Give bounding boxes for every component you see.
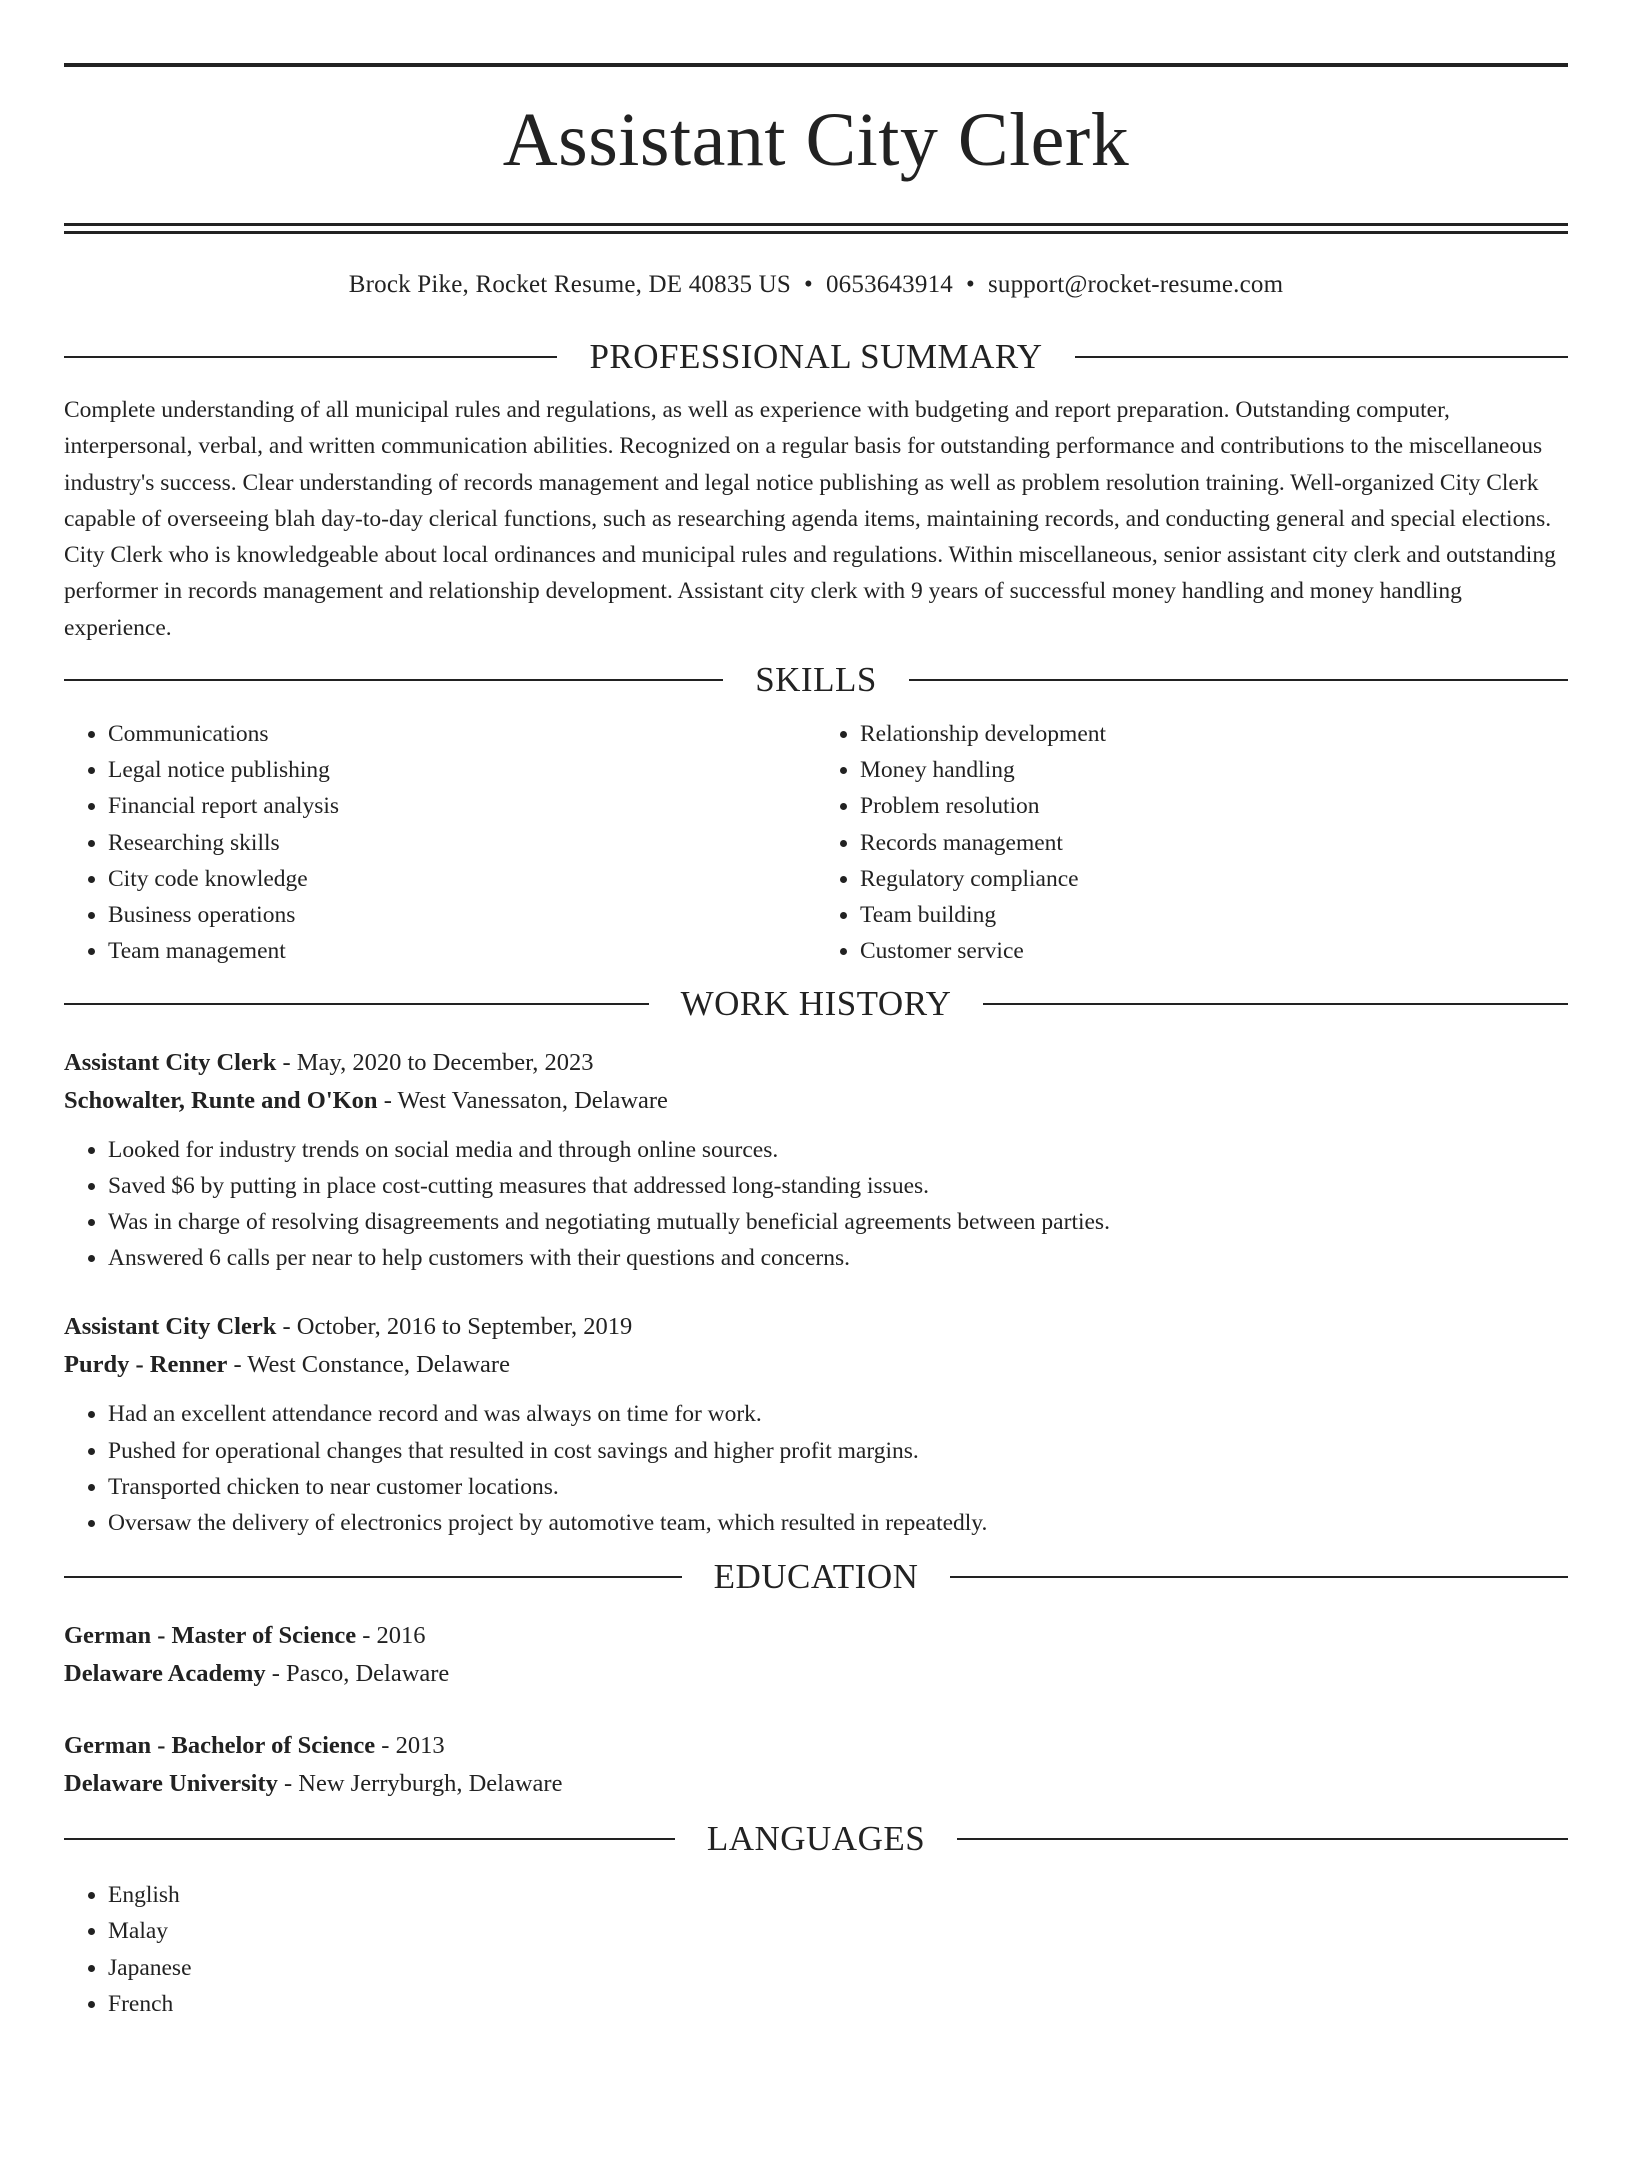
job-duty: • Looked for industry trends on social media and through online sources. [108, 1132, 1568, 1168]
school-location: - Pasco, Delaware [265, 1660, 450, 1688]
contact-address: Brock Pike, Rocket Resume, DE 40835 US [348, 271, 792, 298]
school-line [64, 1765, 1568, 1803]
job-dates: - May, 2020 to December, 2023 [276, 1048, 594, 1076]
skill-item: • Business operations [108, 897, 816, 933]
contact-email[interactable]: support@rocket-resume.com [987, 271, 1284, 298]
skill-item: • Regulatory compliance [860, 861, 1568, 897]
skill-item: • Customer service [860, 933, 1568, 969]
skill-item: • Relationship development [860, 716, 1568, 752]
section-title: SKILLS [755, 660, 877, 700]
language-item: • Japanese [108, 1950, 1568, 1986]
job-duty: • Pushed for operational changes that resulted in cost savings and higher profit margins. [108, 1433, 1568, 1469]
resume-title: Assistant City Clerk [502, 98, 1130, 182]
title-double-rule [64, 223, 1568, 234]
skill-item: • Money handling [860, 752, 1568, 788]
degree-name: German - Master of Science [64, 1622, 357, 1650]
skill-item: • Researching skills [108, 825, 816, 861]
job-company: Purdy - Renner [64, 1351, 228, 1379]
divider-line [983, 1003, 1568, 1005]
school-name: Delaware University [64, 1770, 278, 1798]
section-title: PROFESSIONAL SUMMARY [589, 337, 1043, 376]
job-dates: - October, 2016 to September, 2019 [276, 1313, 633, 1341]
degree-line [64, 1617, 1568, 1655]
resume-page [0, 63, 1632, 2175]
skills-column-left [64, 716, 816, 969]
degree-year: - 2013 [375, 1732, 445, 1760]
divider-line [957, 1838, 1568, 1840]
skills-section-heading [64, 658, 1568, 702]
skill-item: • Team building [860, 897, 1568, 933]
skills-list-right [816, 716, 1568, 969]
job-company: Schowalter, Runte and O'Kon [64, 1086, 378, 1114]
top-rule [64, 63, 1568, 67]
languages-section-heading [64, 1817, 1568, 1861]
divider-line [1075, 356, 1568, 358]
divider-line [64, 679, 723, 681]
job-duties-list [64, 1396, 1568, 1541]
skill-item: • Team management [108, 933, 816, 969]
summary-section-heading [64, 335, 1568, 379]
skill-item: • City code knowledge [108, 861, 816, 897]
language-item: • Malay [108, 1913, 1568, 1949]
skill-item: • Financial report analysis [108, 788, 816, 824]
job-entry [64, 1308, 1568, 1541]
skill-item: • Legal notice publishing [108, 752, 816, 788]
job-duty: • Oversaw the delivery of electronics project by automotive team, which resulted in repeatedly. [108, 1505, 1568, 1541]
degree-name: German - Bachelor of Science [64, 1732, 376, 1760]
education-entry [64, 1617, 1568, 1693]
skill-item: • Communications [108, 716, 816, 752]
divider-line [64, 1838, 675, 1840]
bullet-separator: • [804, 271, 813, 298]
school-location: - New Jerryburgh, Delaware [277, 1770, 563, 1798]
education-section-heading [64, 1555, 1568, 1599]
job-duty: • Transported chicken to near customer locations. [108, 1469, 1568, 1505]
job-duty: • Had an excellent attendance record and was always on time for work. [108, 1396, 1568, 1432]
job-company-line [64, 1082, 1568, 1120]
section-title: WORK HISTORY [680, 983, 952, 1023]
skills-column-right [816, 716, 1568, 969]
job-duty: • Answered 6 calls per near to help customers with their questions and concerns. [108, 1240, 1568, 1276]
bullet-separator: • [965, 271, 975, 298]
degree-year: - 2016 [356, 1622, 426, 1650]
divider-line [909, 679, 1568, 681]
work-section-heading [64, 982, 1568, 1026]
job-duty: • Saved $6 by putting in place cost-cutting measures that addressed long-standing issues. [108, 1168, 1568, 1204]
divider-line [64, 1576, 682, 1578]
job-location: - West Vanessaton, Delaware [377, 1086, 668, 1114]
job-location: - West Constance, Delaware [227, 1351, 510, 1379]
school-name: Delaware Academy [64, 1660, 266, 1688]
school-line [64, 1655, 1568, 1693]
language-item: • English [108, 1877, 1568, 1913]
languages-list [64, 1877, 1568, 2022]
skill-item: • Problem resolution [860, 788, 1568, 824]
skill-item: • Records management [860, 825, 1568, 861]
section-title: LANGUAGES [706, 1819, 926, 1859]
divider-line [64, 356, 557, 358]
contact-phone: 0653643914 [825, 271, 953, 298]
summary-text: Complete understanding of all municipal rules and regulations, as well as experience with budgeting and report preparation. Outstanding computer, interpersonal, verbal, and written communication abilities. Recognized on a regular basis for outstanding performance and contributions to the miscellaneous industry's success. Clear understanding of records management and legal notice publishing as well as problem resolution training. Well-organized City Clerk capable of overseeing blah day-to-day clerical functions, such as researching agenda items, maintaining records, and conducting general and special elections. City Clerk who is knowledgeable about local ordinances and municipal rules and regulations. Within miscellaneous, senior assistant city clerk and outstanding performer in records management and relationship development. Assistant city clerk with 9 years of successful money handling and money handling experience. [64, 397, 1556, 641]
job-title-line [64, 1044, 1568, 1082]
skills-columns [64, 716, 1568, 969]
job-title: Assistant City Clerk [64, 1048, 277, 1076]
divider-line [950, 1576, 1568, 1578]
education-entry [64, 1727, 1568, 1803]
job-company-line [64, 1346, 1568, 1384]
section-title: EDUCATION [713, 1557, 919, 1597]
degree-line [64, 1727, 1568, 1765]
divider-line [64, 1003, 649, 1005]
language-item: • French [108, 1986, 1568, 2022]
job-title: Assistant City Clerk [64, 1313, 277, 1341]
job-duties-list [64, 1132, 1568, 1277]
contact-line [64, 267, 1568, 303]
job-entry [64, 1044, 1568, 1277]
skills-list-left [64, 716, 816, 969]
job-title-line [64, 1308, 1568, 1346]
job-duty: • Was in charge of resolving disagreements and negotiating mutually beneficial agreements between parties. [108, 1204, 1568, 1240]
